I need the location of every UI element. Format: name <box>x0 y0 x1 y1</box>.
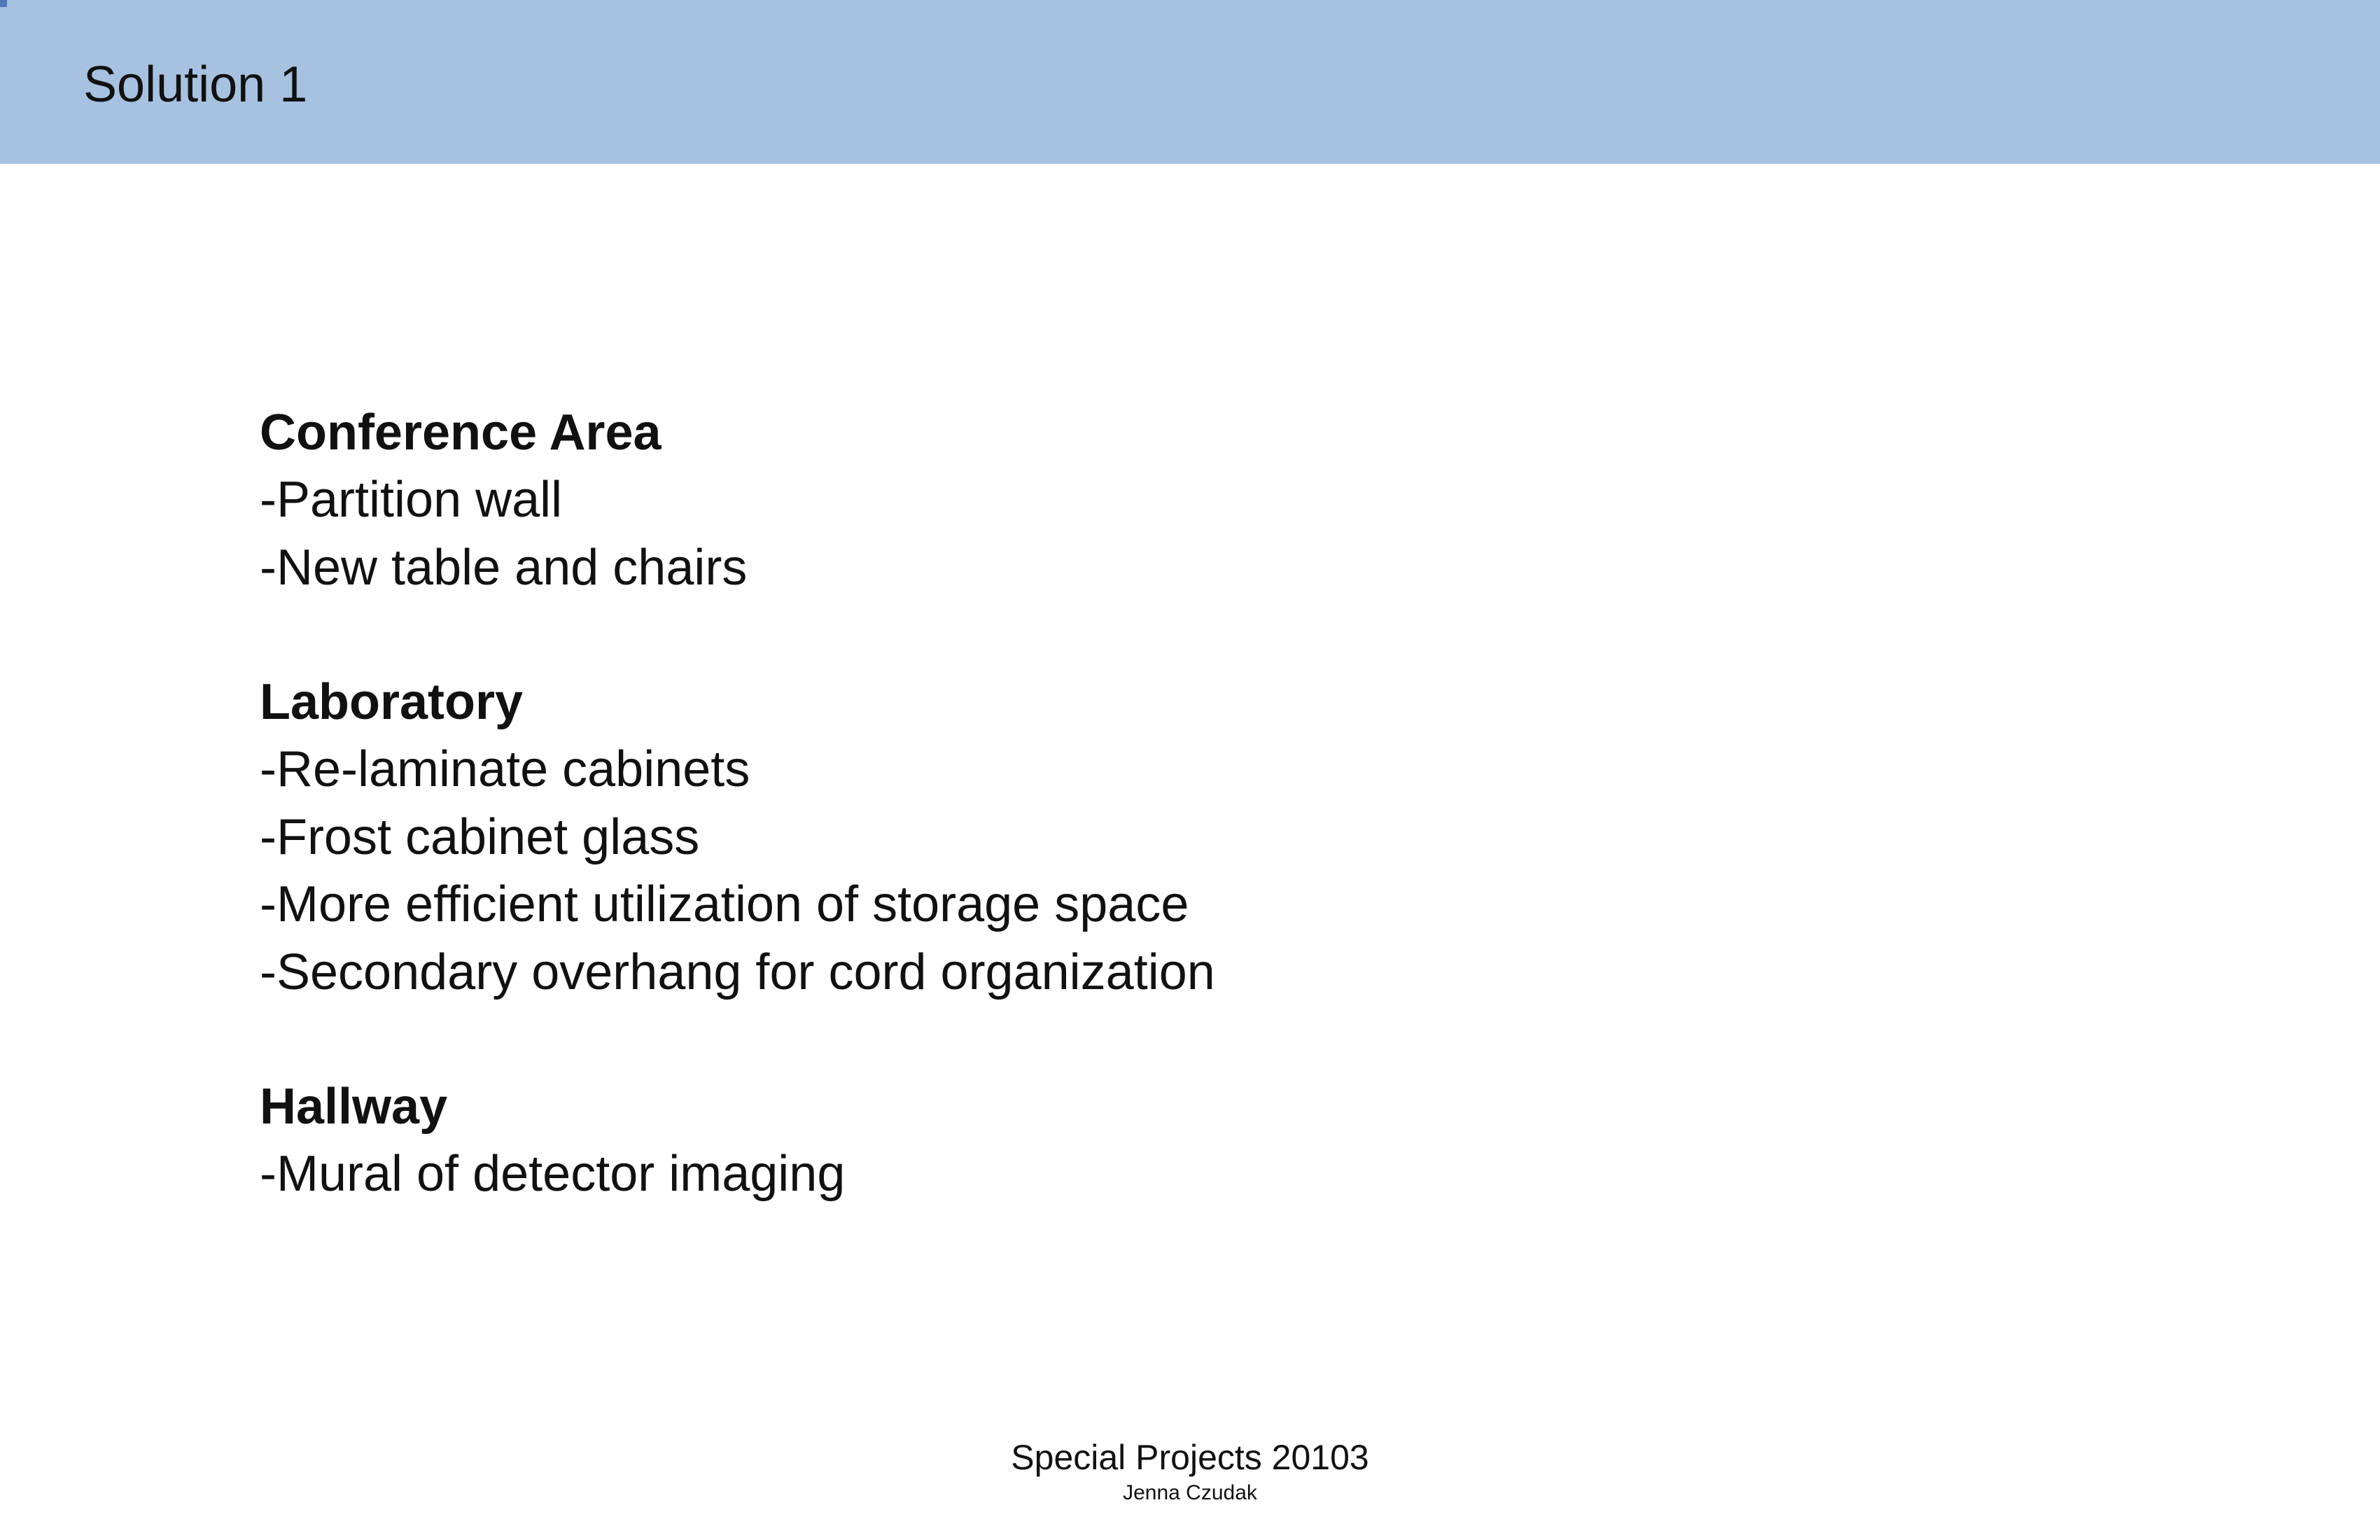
list-item: -Mural of detector imaging <box>260 1146 846 1202</box>
title-banner <box>0 0 2380 164</box>
footer-title: Special Projects 20103 <box>1011 1438 1369 1477</box>
list-item: -Partition wall <box>260 472 563 528</box>
slide-body <box>260 399 2080 1275</box>
section-hallway <box>260 1073 2080 1208</box>
list-item: -Frost cabinet glass <box>260 808 700 865</box>
footer-author: Jenna Czudak <box>1123 1481 1257 1504</box>
slide-title: Solution 1 <box>83 57 308 113</box>
list-item: -Secondary overhang for cord organization <box>260 944 1215 1000</box>
section-heading: Conference Area <box>260 405 662 461</box>
list-item: -More efficient utilization of storage space <box>260 876 1189 932</box>
section-heading: Laboratory <box>260 674 524 730</box>
section-laboratory <box>260 668 2080 1006</box>
section-heading: Hallway <box>260 1079 448 1135</box>
list-item: -New table and chairs <box>260 539 748 596</box>
corner-accent <box>0 0 7 7</box>
section-conference-area <box>260 399 2080 601</box>
list-item: -Re-laminate cabinets <box>260 741 750 797</box>
